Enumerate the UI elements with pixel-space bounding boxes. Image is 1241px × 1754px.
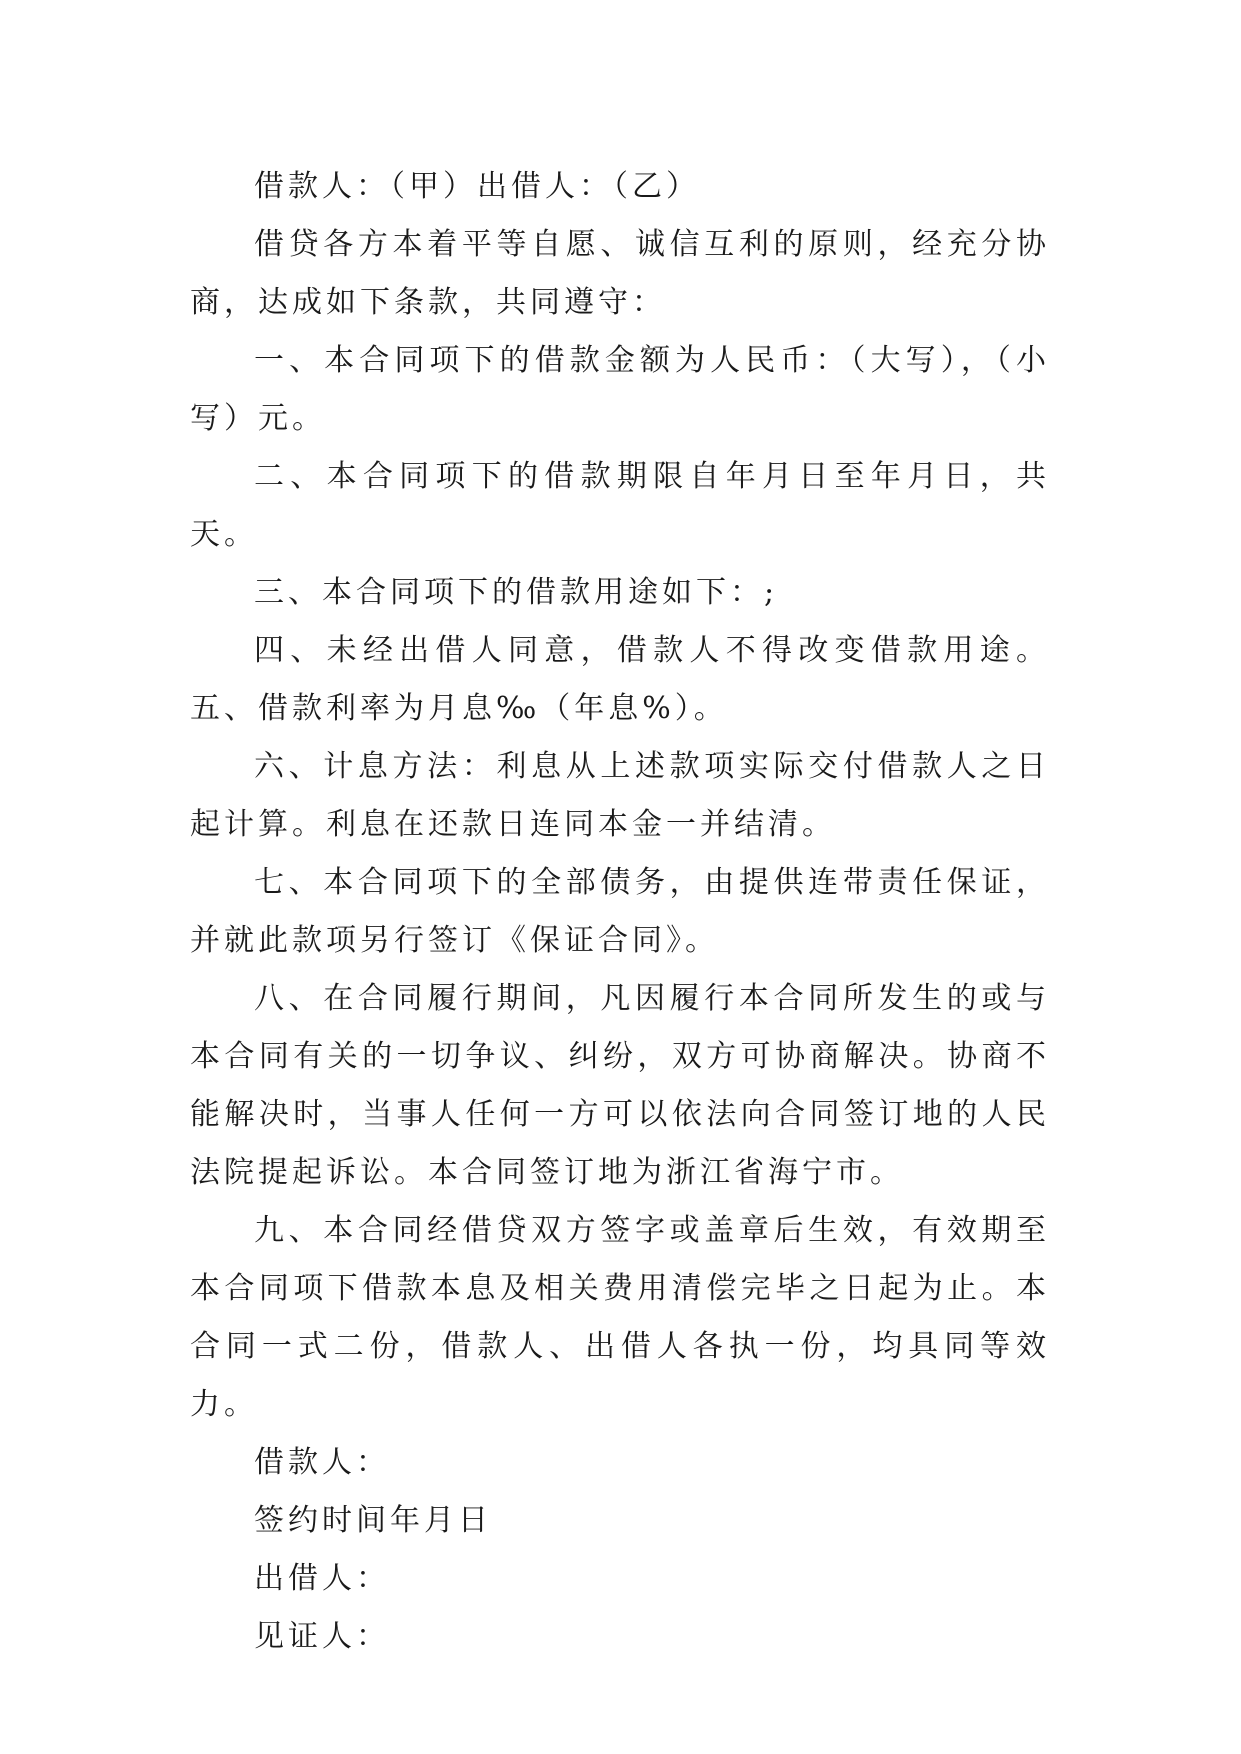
clause-2-term: 二、本合同项下的借款期限自年月日至年月日，共天。 xyxy=(190,459,1050,552)
lender-signature-line: 出借人： xyxy=(254,1561,390,1596)
preamble: 借贷各方本着平等自愿、诚信互利的原则，经充分协商，达成如下条款，共同遵守： xyxy=(190,227,1050,320)
borrower-signature-line: 借款人： xyxy=(254,1445,390,1480)
clause-7-guarantee: 七、本合同项下的全部债务，由提供连带责任保证，并就此款项另行签订《保证合同》。 xyxy=(190,865,1050,958)
parties-line: 借款人：（甲）出借人：（乙） xyxy=(254,169,700,204)
clause-1-amount: 一、本合同项下的借款金额为人民币：（大写），（小写）元。 xyxy=(190,343,1050,436)
clause-9-effect: 九、本合同经借贷双方签字或盖章后生效，有效期至本合同项下借款本息及相关费用清偿完毕之日起为止。本合同一式二份，借款人、出借人各执一份，均具同等效力。 xyxy=(190,1213,1050,1422)
clause-8-disputes: 八、在合同履行期间，凡因履行本合同所发生的或与本合同有关的一切争议、纠纷，双方可协商解决。协商不能解决时，当事人任何一方可以依法向合同签订地的人民法院提起诉讼。本合同签订地为浙江省海宁市。 xyxy=(190,981,1050,1190)
clause-3-purpose: 三、本合同项下的借款用途如下：; xyxy=(254,575,779,610)
contract-body xyxy=(190,158,1050,1666)
clause-6-interest: 六、计息方法：利息从上述款项实际交付借款人之日起计算。利息在还款日连同本金一并结清。 xyxy=(190,749,1050,842)
signing-date-line: 签约时间年月日 xyxy=(254,1503,492,1538)
witness-signature-line: 见证人： xyxy=(254,1619,390,1654)
clause-4-5-usage-rate: 四、未经出借人同意，借款人不得改变借款用途。五、借款利率为月息‰（年息%）。 xyxy=(190,633,1050,726)
